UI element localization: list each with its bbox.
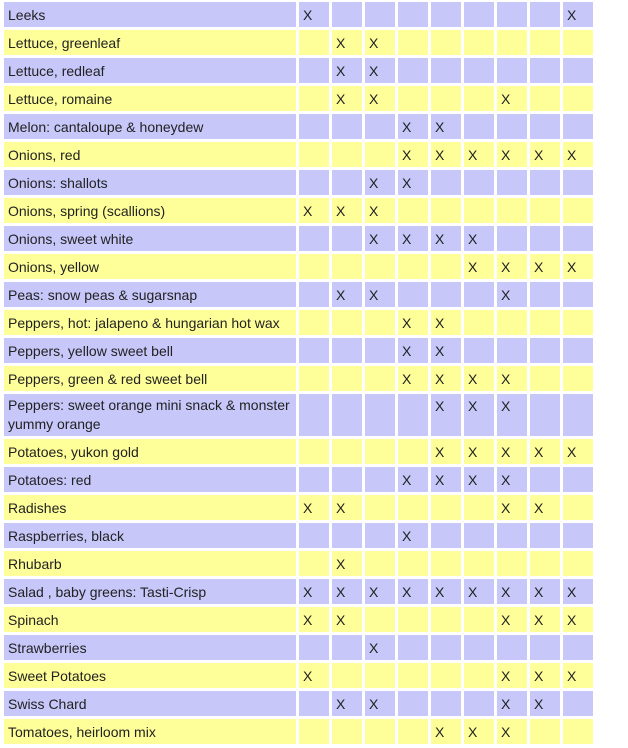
- produce-name: Potatoes: red: [4, 467, 296, 492]
- availability-cell: X: [431, 366, 461, 391]
- produce-name: Spinach: [4, 607, 296, 632]
- availability-cell: X: [497, 467, 527, 492]
- availability-cell: [431, 495, 461, 520]
- availability-cell: [464, 551, 494, 576]
- produce-name: Peppers: sweet orange mini snack & monster yummy orange: [4, 394, 296, 436]
- availability-cell: [299, 226, 329, 251]
- availability-cell: X: [365, 691, 395, 716]
- availability-cell: [299, 467, 329, 492]
- availability-cell: [464, 495, 494, 520]
- produce-name: Melon: cantaloupe & honeydew: [4, 114, 296, 139]
- produce-name: Radishes: [4, 495, 296, 520]
- availability-cell: X: [497, 495, 527, 520]
- availability-cell: [530, 523, 560, 548]
- availability-cell: [563, 635, 593, 660]
- availability-cell: [332, 170, 362, 195]
- table-row: [4, 198, 593, 223]
- availability-cell: X: [464, 366, 494, 391]
- availability-cell: [497, 114, 527, 139]
- availability-cell: X: [497, 439, 527, 464]
- availability-cell: X: [464, 719, 494, 744]
- availability-cell: [431, 663, 461, 688]
- availability-cell: X: [398, 523, 428, 548]
- availability-cell: [299, 551, 329, 576]
- availability-cell: X: [332, 198, 362, 223]
- availability-cell: [497, 198, 527, 223]
- availability-cell: X: [563, 254, 593, 279]
- availability-cell: X: [299, 579, 329, 604]
- produce-name: Onions, sweet white: [4, 226, 296, 251]
- availability-cell: [299, 114, 329, 139]
- availability-cell: X: [398, 226, 428, 251]
- availability-cell: [398, 719, 428, 744]
- availability-table: [1, 0, 596, 747]
- availability-cell: [365, 523, 395, 548]
- availability-cell: [332, 2, 362, 27]
- availability-cell: [332, 523, 362, 548]
- availability-cell: [365, 142, 395, 167]
- table-row: [4, 2, 593, 27]
- table-row: [4, 30, 593, 55]
- availability-cell: X: [332, 691, 362, 716]
- availability-cell: [332, 254, 362, 279]
- availability-cell: [431, 58, 461, 83]
- table-row: [4, 635, 593, 660]
- availability-cell: [299, 338, 329, 363]
- produce-name: Salad , baby greens: Tasti-Crisp: [4, 579, 296, 604]
- availability-cell: [464, 282, 494, 307]
- availability-cell: X: [497, 366, 527, 391]
- availability-cell: X: [464, 439, 494, 464]
- availability-cell: X: [431, 338, 461, 363]
- availability-cell: X: [563, 607, 593, 632]
- availability-cell: [563, 366, 593, 391]
- availability-cell: [365, 607, 395, 632]
- availability-cell: [299, 282, 329, 307]
- availability-cell: [365, 310, 395, 335]
- availability-cell: [365, 439, 395, 464]
- availability-cell: X: [497, 254, 527, 279]
- availability-cell: [530, 170, 560, 195]
- availability-cell: [464, 86, 494, 111]
- availability-cell: [398, 254, 428, 279]
- table-row: [4, 58, 593, 83]
- availability-cell: X: [332, 607, 362, 632]
- table-row: [4, 691, 593, 716]
- availability-cell: X: [431, 394, 461, 436]
- availability-cell: X: [563, 579, 593, 604]
- availability-cell: [464, 170, 494, 195]
- availability-cell: [398, 58, 428, 83]
- produce-name: Sweet Potatoes: [4, 663, 296, 688]
- availability-cell: X: [464, 142, 494, 167]
- availability-cell: X: [299, 607, 329, 632]
- availability-cell: [497, 2, 527, 27]
- availability-cell: [299, 86, 329, 111]
- table-row: [4, 366, 593, 391]
- availability-cell: [563, 30, 593, 55]
- availability-cell: X: [497, 579, 527, 604]
- availability-cell: X: [365, 226, 395, 251]
- availability-cell: [332, 467, 362, 492]
- availability-cell: X: [299, 2, 329, 27]
- availability-cell: [563, 226, 593, 251]
- availability-cell: [563, 198, 593, 223]
- availability-cell: [332, 663, 362, 688]
- availability-cell: [332, 394, 362, 436]
- produce-name: Onions, red: [4, 142, 296, 167]
- availability-cell: [398, 607, 428, 632]
- availability-cell: [563, 58, 593, 83]
- availability-cell: X: [530, 439, 560, 464]
- availability-cell: X: [398, 170, 428, 195]
- availability-cell: X: [563, 2, 593, 27]
- availability-cell: [530, 310, 560, 335]
- availability-cell: [563, 691, 593, 716]
- availability-cell: X: [332, 30, 362, 55]
- availability-cell: [299, 310, 329, 335]
- produce-name: Raspberries, black: [4, 523, 296, 548]
- produce-name: Potatoes, yukon gold: [4, 439, 296, 464]
- availability-cell: [464, 2, 494, 27]
- availability-cell: [431, 198, 461, 223]
- availability-cell: X: [497, 394, 527, 436]
- produce-name: Peppers, hot: jalapeno & hungarian hot wax: [4, 310, 296, 335]
- availability-cell: [497, 635, 527, 660]
- availability-cell: X: [431, 719, 461, 744]
- availability-cell: [398, 663, 428, 688]
- availability-cell: [431, 2, 461, 27]
- availability-cell: X: [431, 579, 461, 604]
- availability-cell: [464, 635, 494, 660]
- availability-cell: [464, 58, 494, 83]
- table-row: [4, 551, 593, 576]
- availability-cell: [497, 170, 527, 195]
- availability-cell: X: [299, 495, 329, 520]
- table-row: [4, 439, 593, 464]
- availability-cell: X: [497, 719, 527, 744]
- produce-name: Peppers, yellow sweet bell: [4, 338, 296, 363]
- availability-cell: X: [530, 495, 560, 520]
- availability-cell: X: [398, 142, 428, 167]
- availability-cell: X: [332, 579, 362, 604]
- availability-cell: [365, 663, 395, 688]
- availability-cell: X: [431, 142, 461, 167]
- availability-cell: X: [431, 226, 461, 251]
- availability-cell: X: [431, 467, 461, 492]
- availability-cell: X: [332, 495, 362, 520]
- availability-cell: [365, 394, 395, 436]
- produce-name: Tomatoes, heirloom mix: [4, 719, 296, 744]
- produce-name: Onions, spring (scallions): [4, 198, 296, 223]
- availability-cell: X: [398, 579, 428, 604]
- availability-cell: [497, 226, 527, 251]
- availability-cell: [530, 366, 560, 391]
- availability-cell: X: [431, 310, 461, 335]
- availability-cell: [464, 663, 494, 688]
- availability-cell: X: [365, 635, 395, 660]
- availability-cell: [398, 691, 428, 716]
- availability-cell: [530, 719, 560, 744]
- produce-name: Rhubarb: [4, 551, 296, 576]
- availability-cell: X: [497, 607, 527, 632]
- availability-cell: X: [563, 439, 593, 464]
- availability-cell: [398, 86, 428, 111]
- table-row: [4, 310, 593, 335]
- availability-cell: [563, 467, 593, 492]
- availability-cell: [365, 114, 395, 139]
- availability-cell: [299, 691, 329, 716]
- table-row: [4, 170, 593, 195]
- availability-cell: X: [365, 170, 395, 195]
- availability-cell: X: [365, 282, 395, 307]
- availability-cell: [563, 719, 593, 744]
- availability-cell: X: [530, 579, 560, 604]
- table-row: [4, 86, 593, 111]
- availability-cell: X: [398, 338, 428, 363]
- table-row: [4, 142, 593, 167]
- table-row: [4, 607, 593, 632]
- availability-cell: X: [464, 467, 494, 492]
- availability-cell: [431, 254, 461, 279]
- availability-cell: [365, 551, 395, 576]
- availability-cell: [563, 338, 593, 363]
- availability-cell: [530, 58, 560, 83]
- availability-cell: [530, 2, 560, 27]
- table-row: [4, 495, 593, 520]
- availability-cell: [563, 282, 593, 307]
- table-row: [4, 663, 593, 688]
- availability-cell: [398, 2, 428, 27]
- availability-cell: X: [431, 114, 461, 139]
- produce-name: Lettuce, redleaf: [4, 58, 296, 83]
- availability-cell: [332, 310, 362, 335]
- availability-cell: [332, 719, 362, 744]
- availability-cell: X: [497, 86, 527, 111]
- availability-cell: [464, 523, 494, 548]
- availability-cell: [398, 551, 428, 576]
- availability-cell: [464, 30, 494, 55]
- availability-cell: [563, 170, 593, 195]
- availability-cell: [530, 551, 560, 576]
- availability-cell: X: [398, 114, 428, 139]
- availability-cell: [431, 635, 461, 660]
- availability-cell: [530, 114, 560, 139]
- availability-cell: [398, 495, 428, 520]
- table-row: [4, 394, 593, 436]
- availability-cell: X: [530, 254, 560, 279]
- availability-cell: [431, 691, 461, 716]
- availability-cell: [563, 551, 593, 576]
- availability-cell: [563, 394, 593, 436]
- availability-cell: X: [497, 663, 527, 688]
- availability-cell: [398, 394, 428, 436]
- availability-cell: X: [497, 691, 527, 716]
- availability-cell: [464, 607, 494, 632]
- availability-cell: [365, 495, 395, 520]
- produce-name: Strawberries: [4, 635, 296, 660]
- availability-cell: [530, 30, 560, 55]
- availability-cell: [332, 635, 362, 660]
- availability-cell: [497, 523, 527, 548]
- availability-cell: [464, 338, 494, 363]
- availability-cell: [530, 394, 560, 436]
- availability-cell: [431, 607, 461, 632]
- availability-cell: [332, 142, 362, 167]
- availability-cell: X: [464, 254, 494, 279]
- availability-cell: [530, 226, 560, 251]
- availability-cell: X: [464, 579, 494, 604]
- availability-cell: [332, 226, 362, 251]
- availability-cell: [332, 439, 362, 464]
- table-body: [4, 2, 593, 744]
- availability-cell: X: [398, 310, 428, 335]
- availability-cell: [299, 523, 329, 548]
- availability-cell: X: [332, 551, 362, 576]
- availability-cell: [431, 551, 461, 576]
- availability-cell: [464, 691, 494, 716]
- availability-cell: X: [332, 58, 362, 83]
- availability-cell: X: [563, 142, 593, 167]
- availability-cell: [563, 495, 593, 520]
- availability-cell: [497, 30, 527, 55]
- table-row: [4, 254, 593, 279]
- availability-cell: X: [365, 58, 395, 83]
- availability-cell: [464, 198, 494, 223]
- availability-cell: X: [464, 394, 494, 436]
- availability-cell: [497, 310, 527, 335]
- produce-name: Onions, yellow: [4, 254, 296, 279]
- availability-cell: [299, 366, 329, 391]
- availability-cell: [530, 635, 560, 660]
- availability-cell: [431, 282, 461, 307]
- availability-cell: X: [431, 439, 461, 464]
- availability-cell: X: [365, 579, 395, 604]
- availability-cell: [365, 338, 395, 363]
- availability-cell: [563, 86, 593, 111]
- availability-cell: [332, 338, 362, 363]
- availability-cell: [530, 86, 560, 111]
- availability-cell: X: [497, 282, 527, 307]
- availability-cell: [431, 523, 461, 548]
- availability-cell: [530, 467, 560, 492]
- availability-cell: [497, 58, 527, 83]
- availability-cell: X: [530, 663, 560, 688]
- availability-cell: [299, 394, 329, 436]
- availability-cell: X: [398, 366, 428, 391]
- availability-cell: [563, 114, 593, 139]
- availability-cell: [431, 170, 461, 195]
- availability-cell: X: [332, 86, 362, 111]
- produce-name: Lettuce, greenleaf: [4, 30, 296, 55]
- availability-cell: [299, 635, 329, 660]
- table-row: [4, 719, 593, 744]
- table-row: [4, 226, 593, 251]
- availability-cell: X: [530, 607, 560, 632]
- availability-cell: [365, 719, 395, 744]
- availability-cell: [530, 198, 560, 223]
- availability-cell: X: [332, 282, 362, 307]
- availability-cell: X: [365, 86, 395, 111]
- availability-cell: [299, 30, 329, 55]
- availability-cell: [431, 86, 461, 111]
- availability-cell: X: [398, 467, 428, 492]
- availability-cell: X: [365, 198, 395, 223]
- availability-cell: X: [530, 691, 560, 716]
- produce-name: Peppers, green & red sweet bell: [4, 366, 296, 391]
- availability-cell: [398, 198, 428, 223]
- table-row: [4, 523, 593, 548]
- produce-name: Peas: snow peas & sugarsnap: [4, 282, 296, 307]
- availability-cell: [497, 551, 527, 576]
- availability-cell: [563, 523, 593, 548]
- availability-cell: [398, 30, 428, 55]
- availability-cell: [365, 2, 395, 27]
- availability-cell: [464, 310, 494, 335]
- availability-cell: X: [497, 142, 527, 167]
- availability-cell: [398, 439, 428, 464]
- table-row: [4, 114, 593, 139]
- availability-cell: [365, 254, 395, 279]
- availability-cell: [299, 58, 329, 83]
- availability-cell: X: [464, 226, 494, 251]
- availability-cell: [431, 30, 461, 55]
- availability-cell: [464, 114, 494, 139]
- availability-cell: [563, 310, 593, 335]
- produce-name: Leeks: [4, 2, 296, 27]
- availability-cell: [299, 142, 329, 167]
- availability-cell: X: [530, 142, 560, 167]
- availability-cell: X: [299, 663, 329, 688]
- availability-cell: [332, 366, 362, 391]
- availability-cell: X: [299, 198, 329, 223]
- availability-cell: [530, 338, 560, 363]
- table-row: [4, 338, 593, 363]
- availability-cell: [530, 282, 560, 307]
- produce-name: Lettuce, romaine: [4, 86, 296, 111]
- availability-cell: [398, 282, 428, 307]
- availability-cell: [365, 467, 395, 492]
- availability-cell: X: [365, 30, 395, 55]
- produce-name: Onions: shallots: [4, 170, 296, 195]
- availability-cell: [332, 114, 362, 139]
- availability-cell: [299, 719, 329, 744]
- availability-cell: [497, 338, 527, 363]
- table-row: [4, 579, 593, 604]
- table-row: [4, 282, 593, 307]
- availability-cell: [365, 366, 395, 391]
- availability-cell: [299, 170, 329, 195]
- table-row: [4, 467, 593, 492]
- produce-name: Swiss Chard: [4, 691, 296, 716]
- availability-cell: [299, 254, 329, 279]
- availability-cell: X: [563, 663, 593, 688]
- availability-cell: [299, 439, 329, 464]
- availability-cell: [398, 635, 428, 660]
